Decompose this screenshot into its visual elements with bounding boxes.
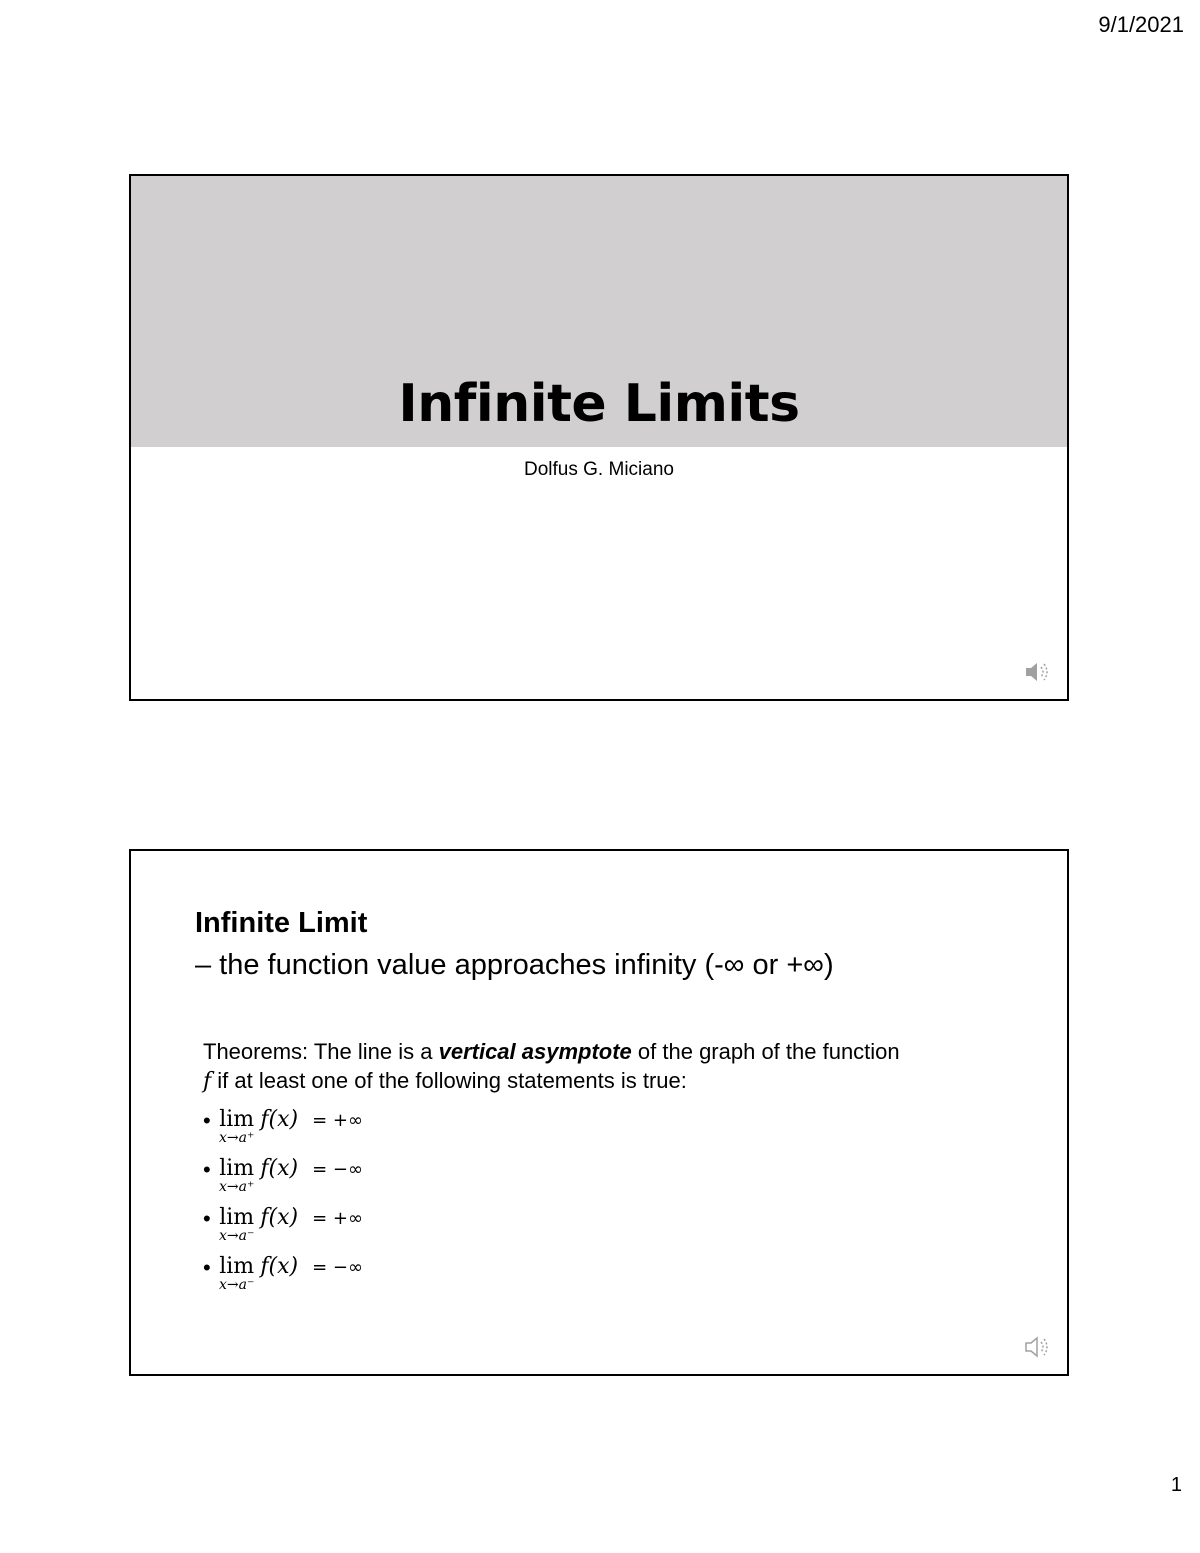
- theorem-emphasis: vertical asymptote: [438, 1039, 632, 1064]
- theorem-lead: Theorems: The line is a: [203, 1039, 439, 1064]
- lim-block: [219, 1205, 254, 1243]
- function-expr: f(x): [260, 1107, 299, 1132]
- definition-text: – the function value approaches infinity (-∞ or +∞): [195, 949, 834, 981]
- lim-block: [219, 1254, 254, 1292]
- lim-block: [219, 1156, 254, 1194]
- limit-result: = +∞: [312, 1110, 363, 1131]
- theorem-tail: if at least one of the following statements is true:: [211, 1068, 687, 1093]
- lim-word: lim: [219, 1205, 255, 1230]
- lim-subscript: x→a⁺: [219, 1179, 255, 1195]
- speaker-icon[interactable]: [1023, 1332, 1053, 1362]
- lim-subscript: x→a⁻: [219, 1228, 255, 1244]
- function-expr: f(x): [260, 1254, 299, 1279]
- lim-word: lim: [219, 1107, 255, 1132]
- limit-item: [203, 1107, 363, 1156]
- limit-list: [203, 1107, 363, 1303]
- theorem-middle: of the graph of the function: [631, 1039, 900, 1064]
- slide-title: Infinite Limits: [398, 374, 800, 434]
- theorem-fvar: f: [203, 1069, 212, 1094]
- function-expr: f(x): [260, 1156, 299, 1181]
- speaker-icon[interactable]: [1023, 657, 1053, 687]
- limit-result: = −∞: [312, 1257, 363, 1278]
- limit-item: [203, 1254, 363, 1303]
- lim-word: lim: [219, 1156, 255, 1181]
- slide-1: [129, 174, 1069, 701]
- slide-author: Dolfus G. Miciano: [524, 459, 674, 480]
- lim-subscript: x→a⁺: [219, 1130, 255, 1146]
- lim-word: lim: [219, 1254, 255, 1279]
- bullet: •: [203, 1157, 211, 1182]
- theorem-text: [203, 1037, 1023, 1096]
- limit-result: = +∞: [312, 1208, 363, 1229]
- page-date: 9/1/2021: [1098, 12, 1184, 37]
- lim-block: [219, 1107, 254, 1145]
- limit-item: [203, 1205, 363, 1254]
- lim-subscript: x→a⁻: [219, 1277, 255, 1293]
- slide-2: [129, 849, 1069, 1376]
- limit-result: = −∞: [312, 1159, 363, 1180]
- bullet: •: [203, 1206, 211, 1231]
- slide-heading: Infinite Limit: [195, 907, 368, 939]
- bullet: •: [203, 1255, 211, 1280]
- bullet: •: [203, 1108, 211, 1133]
- limit-item: [203, 1156, 363, 1205]
- page-number: 1: [1170, 1474, 1182, 1496]
- function-expr: f(x): [260, 1205, 299, 1230]
